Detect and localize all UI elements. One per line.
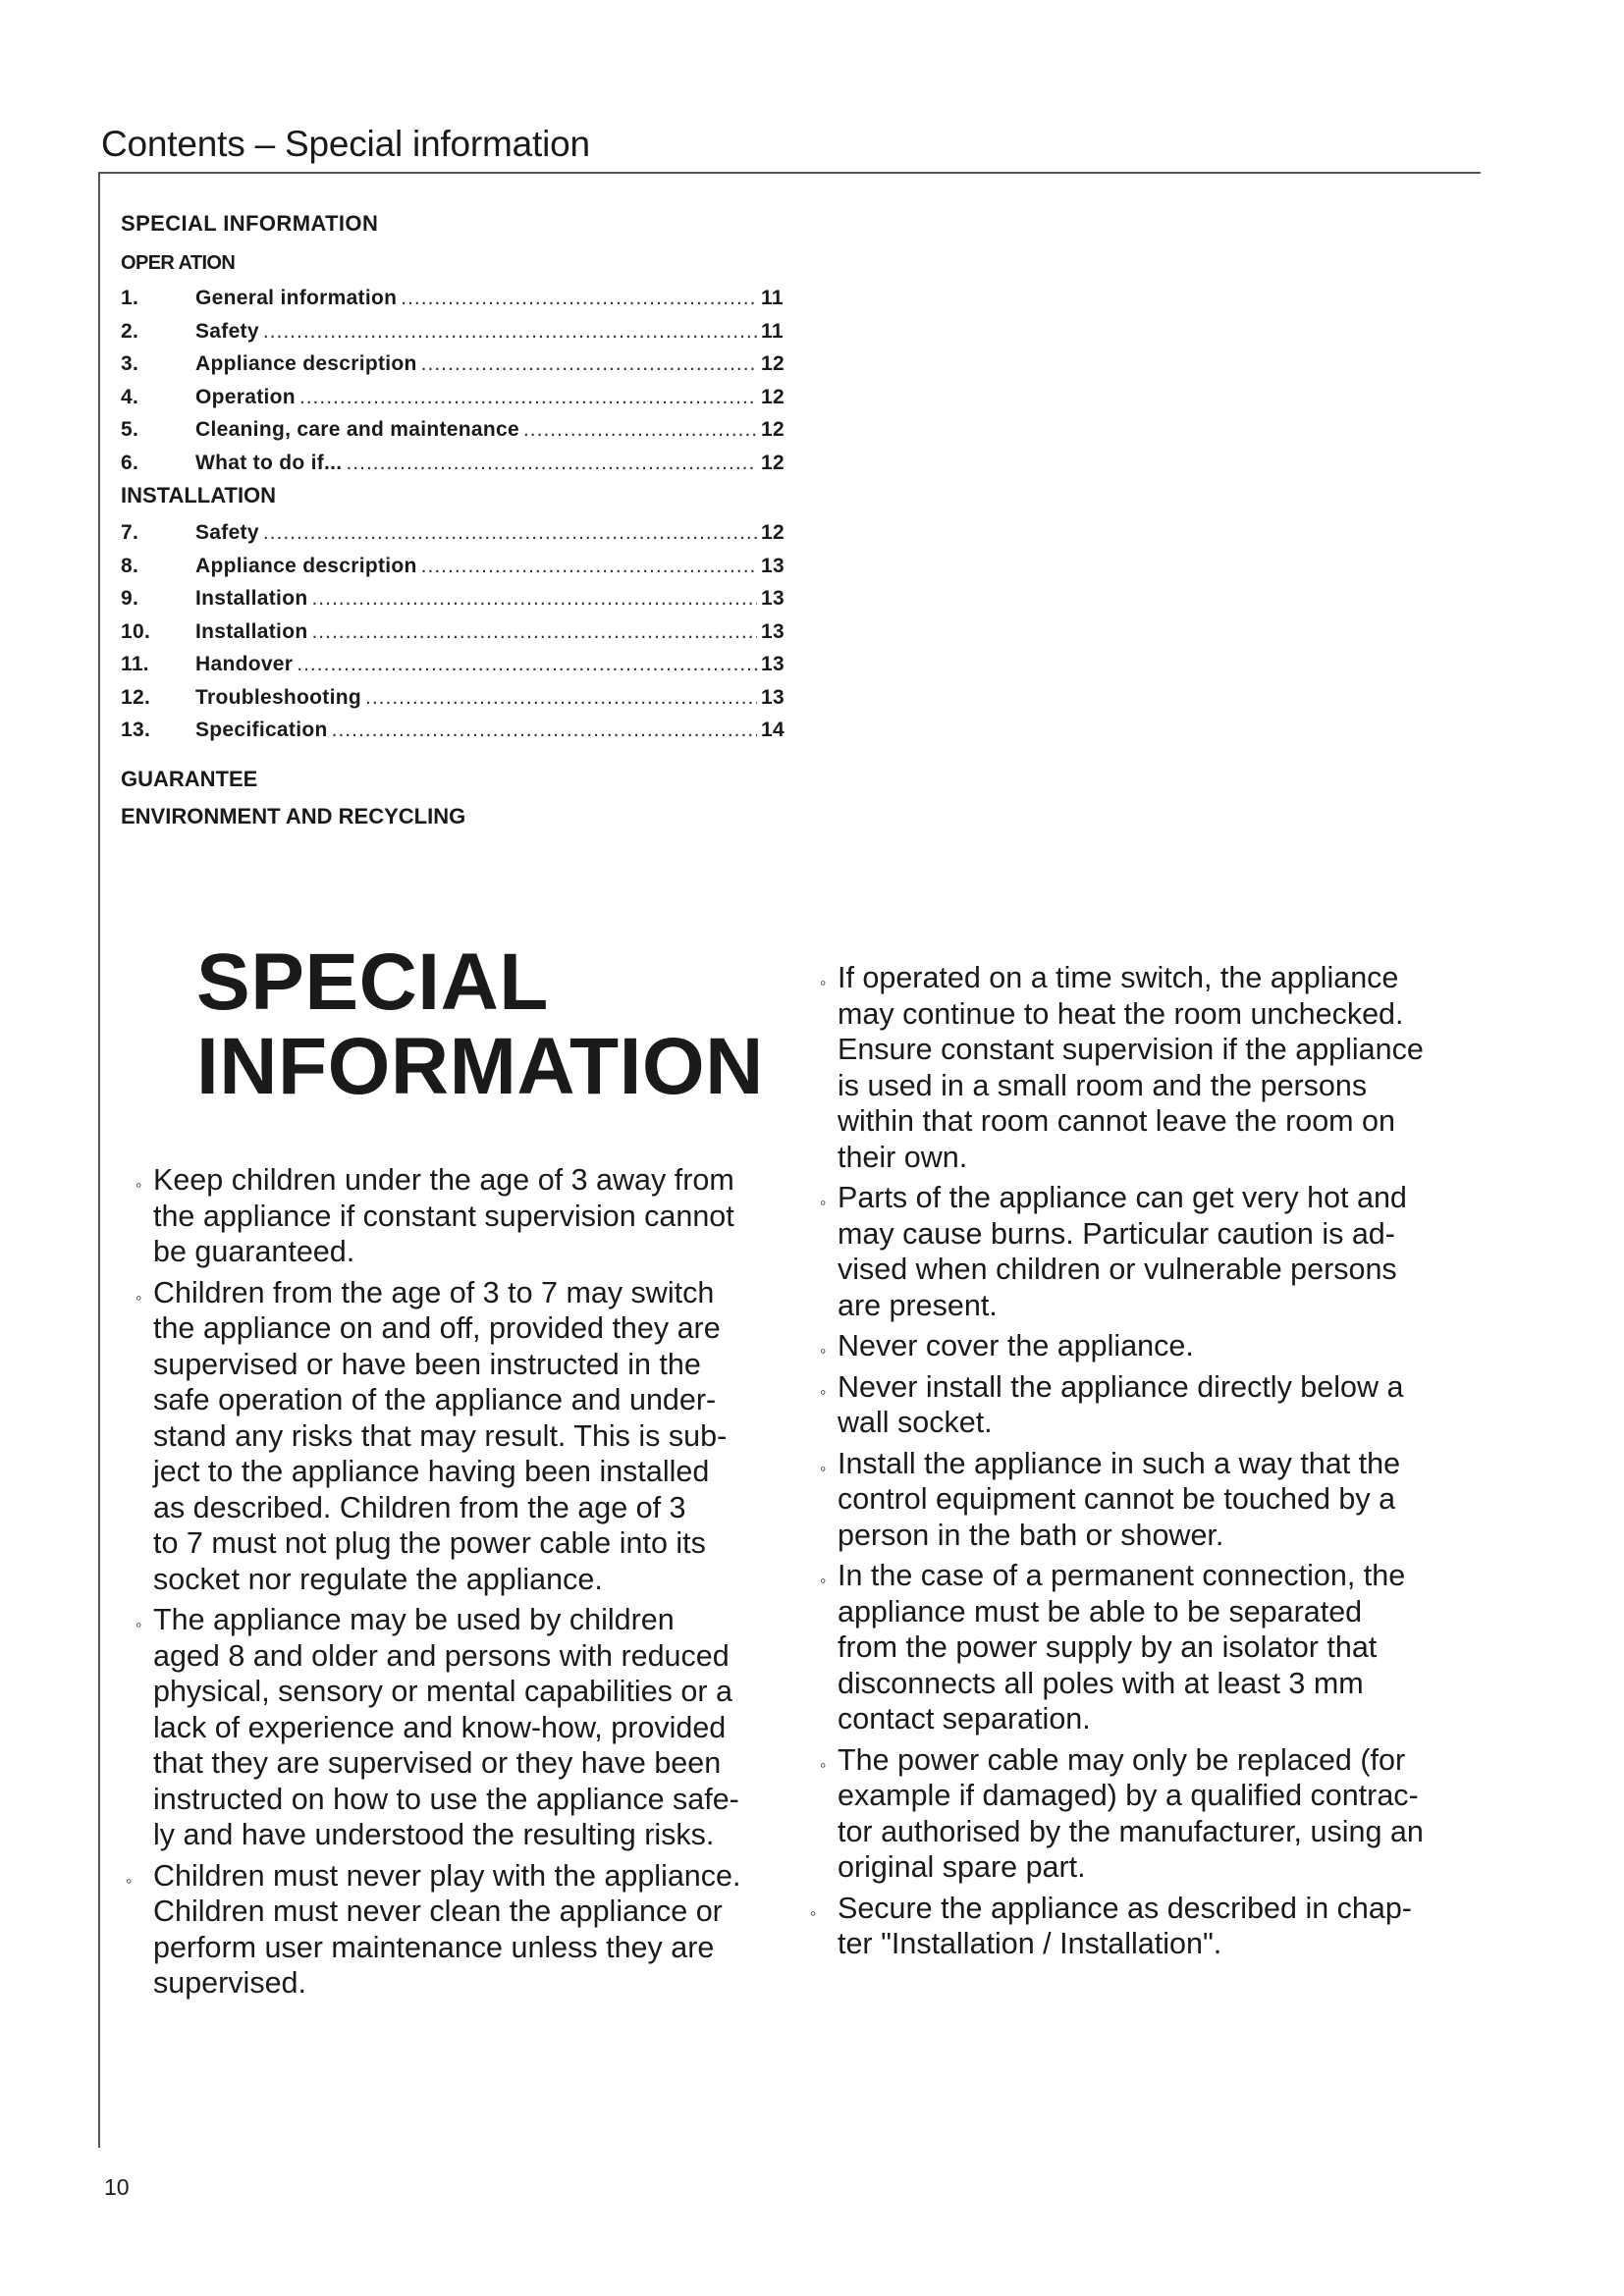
toc-entry-page: 12	[761, 385, 785, 408]
toc-entry-page: 12	[761, 352, 785, 375]
special-information-title: SPECIAL INFORMATION	[196, 937, 764, 1111]
toc-dot-leader	[523, 415, 757, 445]
toc-entry	[121, 449, 788, 482]
bullet-text: Children must never play with the appliance. Children must never clean the appliance or perform user maintenance unless they are supervised.	[153, 1858, 741, 2000]
bullet-marker: ◦	[135, 1287, 142, 1308]
toc-heading: SPECIAL INFORMATION	[121, 211, 379, 236]
bullet-item	[135, 1275, 803, 1598]
toc-entry-page: 12	[761, 418, 785, 441]
bullet-text: If operated on a time switch, the appliance may continue to heat the room unchecked. Ensure constant supervision if the appliance is used in a small room and the persons within that room cannot leave the room on their own.	[838, 961, 1424, 1174]
toc-entry-number: 11.	[121, 653, 149, 675]
toc-dot-leader	[297, 650, 757, 679]
toc-entry-title: Safety	[195, 521, 259, 544]
toc-entry	[121, 650, 788, 683]
bullet-text: Children from the age of 3 to 7 may switch the appliance on and off, provided they are supervised or have been instructed in the safe operation of the appliance and under- stand any risks that may result. This is sub- ject to the appliance having been installed as described. Children from the age of 3 to 7 must not plug the power cable into its socket nor regulate the appliance.	[153, 1275, 728, 1596]
bullet-item	[135, 1602, 803, 1853]
toc-dot-leader	[401, 284, 757, 313]
toc-dot-leader	[365, 683, 757, 713]
bullet-item	[820, 1328, 1497, 1364]
bullet-text: Never install the appliance directly below a wall socket.	[838, 1369, 1404, 1439]
bullet-marker: ◦	[820, 973, 827, 992]
bullet-item	[820, 960, 1497, 1175]
bullet-item	[135, 1162, 803, 1270]
bullet-item	[810, 1891, 1497, 1962]
toc-entry-page: 12	[761, 451, 785, 474]
toc-entry-number: 10.	[121, 619, 151, 643]
toc-entry-number: 1.	[121, 287, 139, 309]
toc-entry-page: 13	[761, 554, 785, 577]
toc-installation-label: INSTALLATION	[121, 483, 277, 507]
toc-entry-page: 13	[761, 653, 785, 675]
toc-entry-title: Appliance description	[195, 554, 417, 577]
bullet-marker: ◦	[810, 1902, 817, 1923]
left-bullet-column	[126, 1162, 803, 2006]
table-of-contents	[121, 209, 788, 839]
bullet-item	[820, 1369, 1497, 1441]
toc-entry	[121, 383, 788, 416]
bullet-marker: ◦	[820, 1381, 827, 1402]
toc-entry	[121, 683, 788, 717]
toc-entry-page: 11	[761, 287, 784, 309]
toc-entry-title: Operation	[195, 385, 296, 408]
toc-entry-title: Installation	[195, 587, 308, 610]
toc-entry-number: 4.	[121, 385, 139, 408]
toc-entry	[121, 284, 788, 317]
bullet-text: Never cover the appliance.	[838, 1329, 1194, 1362]
toc-entry-number: 7.	[121, 521, 139, 544]
toc-entry-page: 13	[761, 619, 785, 643]
toc-entry-title: Troubleshooting	[195, 685, 361, 709]
toc-entry	[121, 415, 788, 449]
toc-entry-page: 13	[761, 587, 785, 610]
toc-operation-list	[121, 284, 788, 481]
toc-entry-number: 5.	[121, 418, 139, 441]
toc-entry-title: Specification	[195, 719, 328, 741]
toc-entry-page: 11	[761, 319, 784, 343]
toc-entry-page: 14	[761, 719, 785, 741]
page-header-title: Contents – Special information	[101, 124, 590, 164]
toc-dot-leader	[311, 584, 757, 614]
toc-entry-number: 3.	[121, 352, 139, 375]
toc-entry-number: 12.	[121, 685, 151, 709]
toc-entry-number: 13.	[121, 719, 151, 741]
left-margin-rule	[98, 172, 100, 2148]
toc-dot-leader	[311, 617, 757, 647]
toc-entry-page: 12	[761, 521, 785, 544]
bullet-marker: ◦	[820, 1571, 827, 1590]
bullet-text: Secure the appliance as described in chap- ter "Installation / Installation".	[838, 1891, 1412, 1960]
bullet-marker: ◦	[135, 1615, 142, 1634]
bullet-item	[820, 1742, 1497, 1886]
toc-installation-list	[121, 518, 788, 749]
toc-entry-number: 9.	[121, 587, 139, 610]
toc-entry	[121, 617, 788, 651]
toc-entry-title: Cleaning, care and maintenance	[195, 418, 519, 441]
toc-dot-leader	[263, 518, 757, 548]
bullet-marker: ◦	[820, 1341, 827, 1361]
bullet-text: In the case of a permanent connection, the appliance must be able to be separated from the power supply by an isolator that disconnects all poles with at least 3 mm contact separation.	[838, 1559, 1406, 1735]
bullet-text: The appliance may be used by children aged 8 and older and persons with reduced physical, sensory or mental capabilities or a lack of experience and know-how, provided that they are supervised or they have been instructed on how to use the appliance safe- ly and have understood the resulting risks.	[153, 1603, 739, 1851]
toc-entry	[121, 584, 788, 617]
bullet-marker: ◦	[135, 1175, 142, 1195]
toc-entry-page: 13	[761, 685, 785, 709]
toc-entry-title: Safety	[195, 319, 259, 343]
bullet-item	[126, 1858, 803, 2002]
right-bullet-column	[810, 960, 1497, 1967]
toc-entry-title: General information	[195, 287, 398, 309]
toc-dot-leader	[346, 449, 757, 478]
bullet-text: The power cable may only be replaced (for example if damaged) by a qualified contrac- tor authorised by the manufacturer, using an original spare part.	[838, 1742, 1424, 1884]
page-number: 10	[104, 2174, 130, 2200]
toc-entry	[121, 317, 788, 350]
toc-entry	[121, 349, 788, 383]
bullet-item	[820, 1180, 1497, 1323]
toc-entry	[121, 518, 788, 552]
toc-dot-leader	[299, 383, 757, 412]
toc-entry-number: 2.	[121, 319, 139, 343]
toc-environment: ENVIRONMENT AND RECYCLING	[121, 803, 466, 828]
toc-entry-title: Appliance description	[195, 352, 417, 375]
toc-dot-leader	[332, 716, 757, 745]
bullet-marker: ◦	[820, 1458, 827, 1478]
toc-entry-title: Installation	[195, 619, 308, 643]
bullet-text: Parts of the appliance can get very hot and may cause burns. Particular caution is ad- vised when children or vulnerable persons are present.	[838, 1181, 1407, 1322]
bullet-item	[820, 1558, 1497, 1737]
bullet-text: Install the appliance in such a way that the control equipment cannot be touched by a person in the bath or shower.	[838, 1446, 1401, 1552]
bullet-marker: ◦	[820, 1754, 827, 1775]
toc-entry-number: 6.	[121, 451, 139, 474]
bullet-text: Keep children under the age of 3 away from the appliance if constant supervision cannot be guaranteed.	[153, 1163, 734, 1268]
toc-entry	[121, 716, 788, 749]
toc-entry	[121, 552, 788, 585]
toc-guarantee: GUARANTEE	[121, 766, 258, 791]
toc-dot-leader	[263, 317, 757, 347]
toc-operation-label: OPER ATION	[121, 252, 236, 274]
bullet-item	[820, 1446, 1497, 1554]
bullet-marker: ◦	[126, 1870, 133, 1891]
toc-entry-number: 8.	[121, 554, 139, 577]
bullet-marker: ◦	[820, 1193, 827, 1212]
toc-entry-title: What to do if...	[195, 451, 343, 474]
toc-entry-title: Handover	[195, 653, 294, 675]
toc-dot-leader	[421, 349, 757, 379]
header-divider	[98, 172, 1481, 174]
toc-dot-leader	[421, 552, 757, 581]
